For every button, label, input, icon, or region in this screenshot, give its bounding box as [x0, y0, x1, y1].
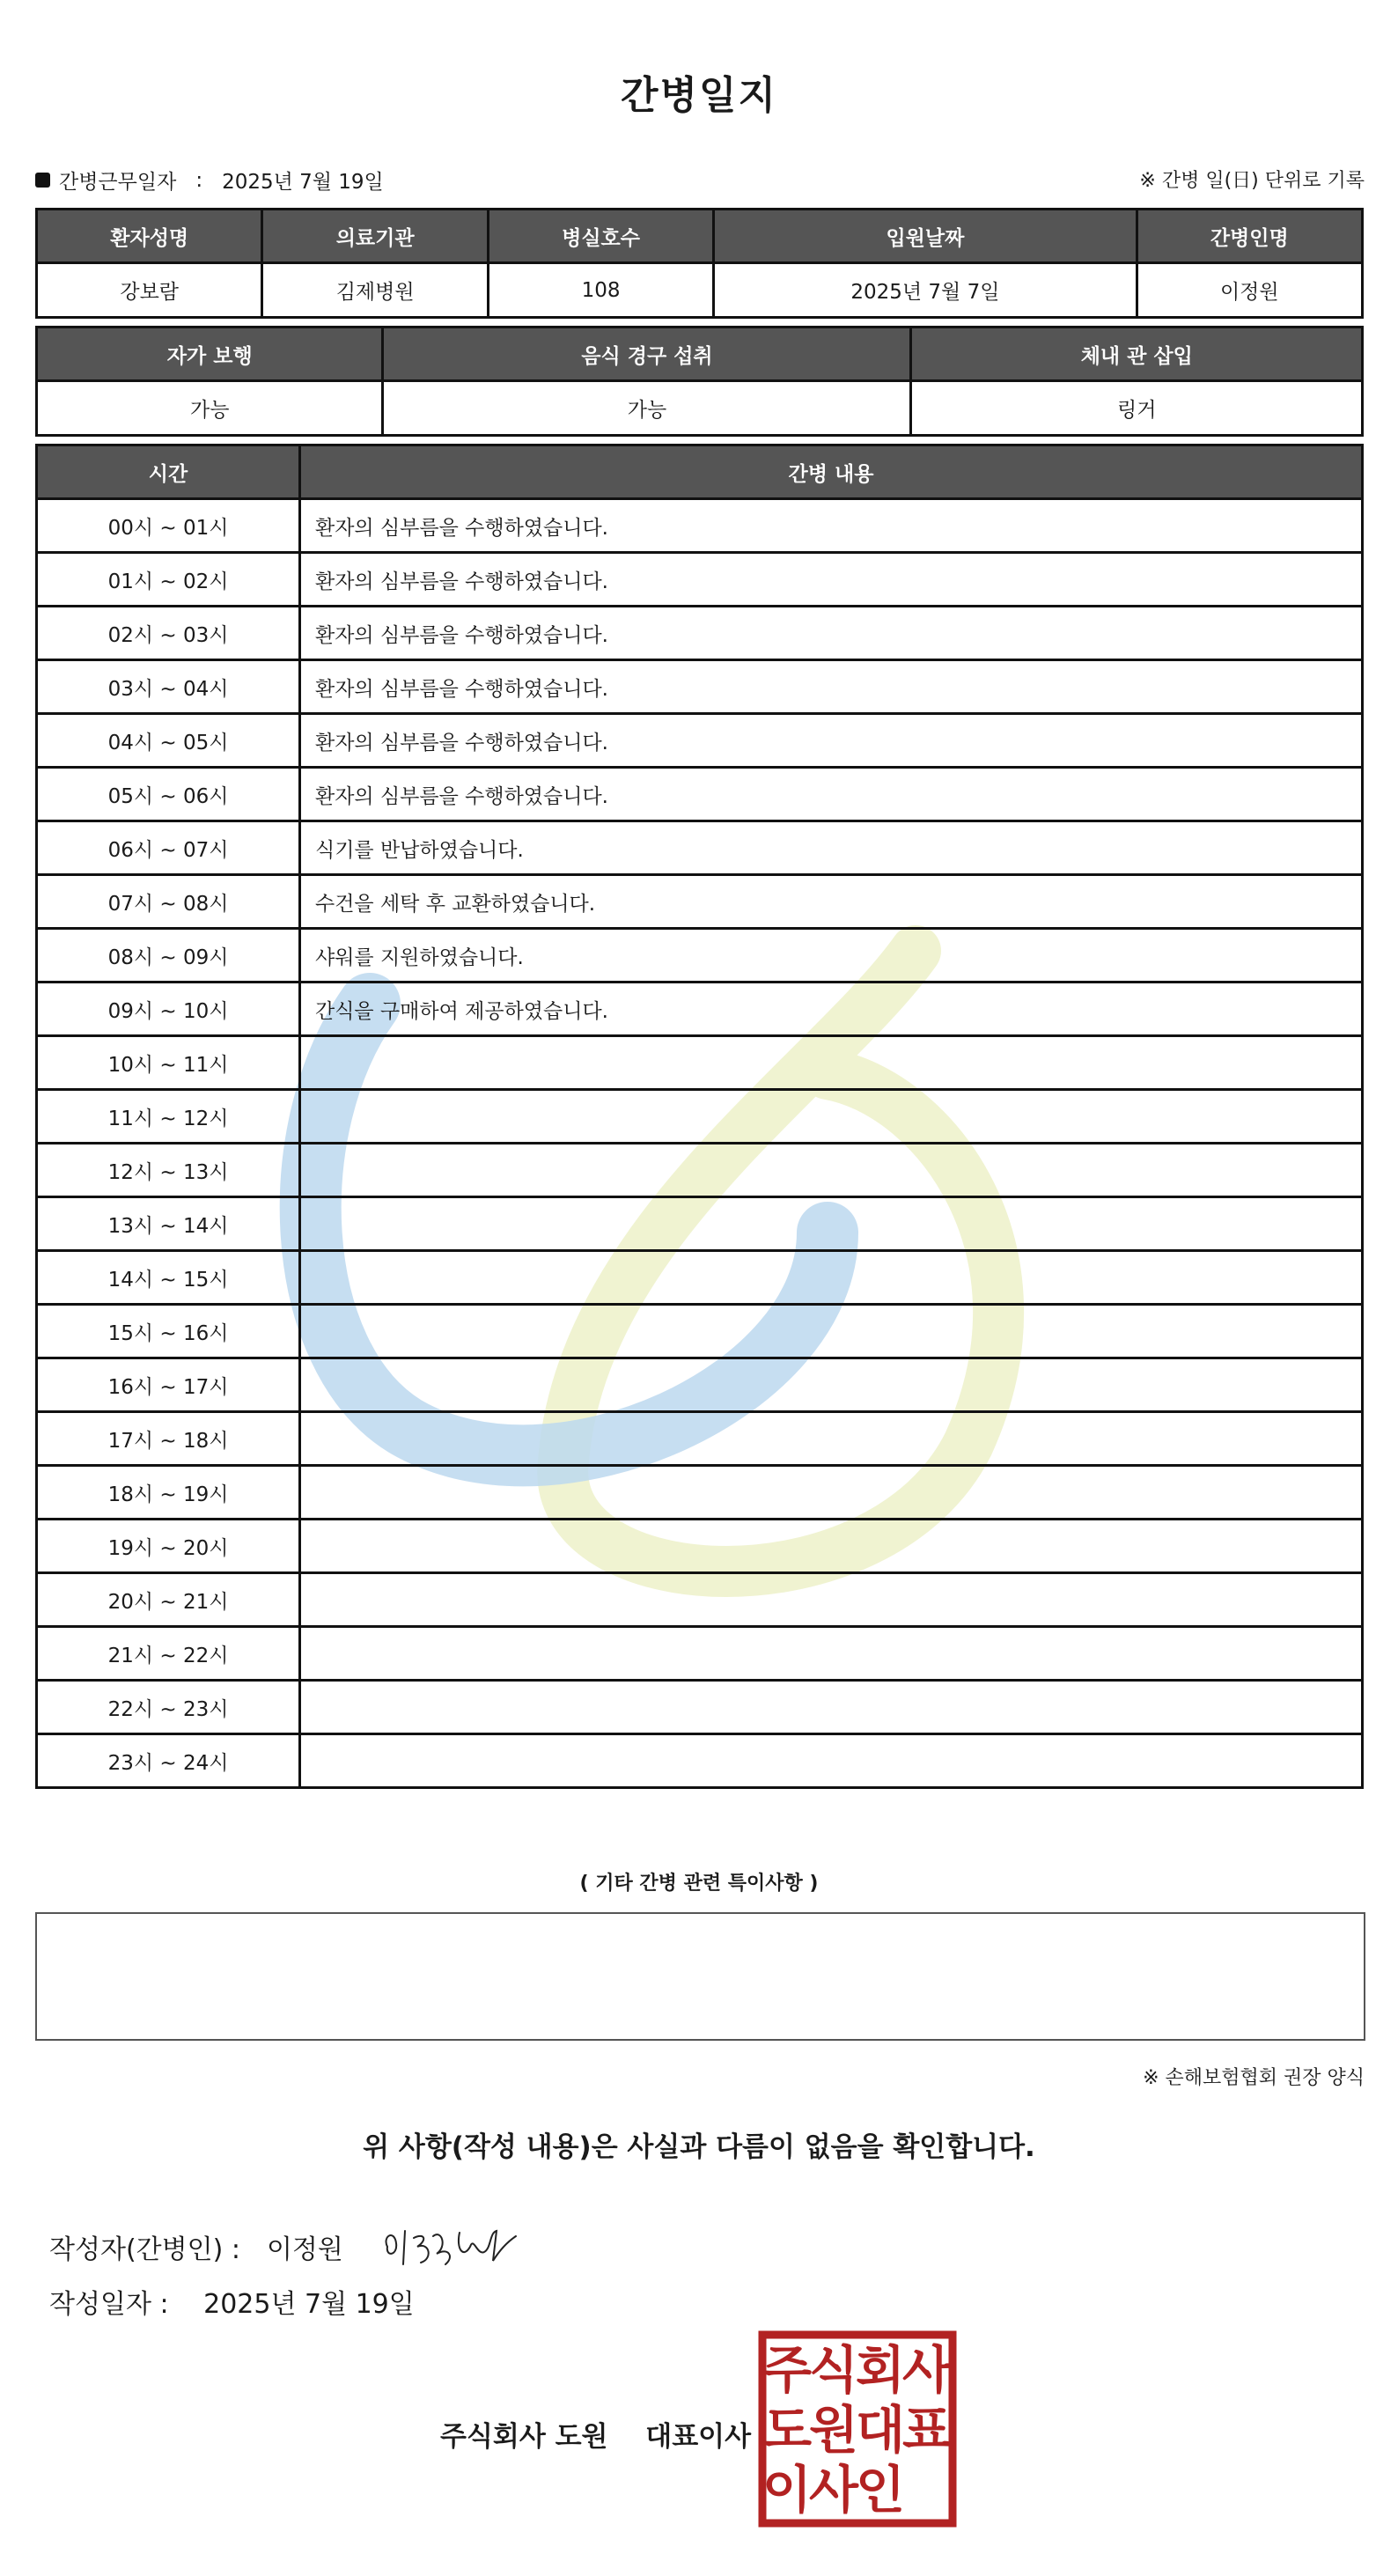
header-self-walking: 자가 보행 [37, 328, 383, 381]
header-admission-date: 입원날짜 [714, 210, 1137, 263]
log-content-cell[interactable]: 샤워를 지원하였습니다. [300, 929, 1363, 983]
oral-intake-value: 가능 [383, 381, 911, 436]
log-content-cell[interactable] [300, 1466, 1363, 1520]
log-content-cell[interactable]: 환자의 심부름을 수행하였습니다. [300, 553, 1363, 607]
insurance-form-note: ※ 손해보험협회 권장 양식 [1143, 2067, 1365, 2089]
log-row [37, 553, 1363, 607]
caregiver-name-value: 이정원 [1137, 263, 1362, 318]
log-time-cell: 01시 ~ 02시 [37, 553, 300, 607]
log-header-row [37, 445, 1363, 499]
log-content-cell[interactable] [300, 1358, 1363, 1412]
log-content-cell[interactable] [300, 1627, 1363, 1681]
log-time-cell: 14시 ~ 15시 [37, 1251, 300, 1305]
log-time-cell: 16시 ~ 17시 [37, 1358, 300, 1412]
company-seal-stamp [757, 2329, 958, 2528]
log-time-cell: 15시 ~ 16시 [37, 1305, 300, 1358]
hourly-care-log-table [35, 444, 1364, 1789]
seal-character: 회 [855, 2340, 906, 2400]
log-row [37, 1358, 1363, 1412]
log-time-cell: 03시 ~ 04시 [37, 660, 300, 714]
log-content-cell[interactable] [300, 1573, 1363, 1627]
log-row [37, 768, 1363, 821]
log-content-cell[interactable]: 식기를 반납하였습니다. [300, 821, 1363, 875]
writer-label: 작성자(간병인) : [49, 2234, 240, 2265]
header-room-number: 병실호수 [488, 210, 713, 263]
work-date-colon: : [195, 168, 203, 192]
patient-name-value: 강보람 [37, 263, 262, 318]
log-time-cell: 12시 ~ 13시 [37, 1144, 300, 1197]
confirmation-statement: 위 사항(작성 내용)은 사실과 다름이 없음을 확인합니다. [363, 2131, 1035, 2163]
special-notes-box[interactable] [35, 1912, 1365, 2041]
patient-info-value-row [37, 263, 1363, 318]
log-row [37, 607, 1363, 660]
log-row [37, 1090, 1363, 1144]
seal-character: 대 [855, 2400, 906, 2460]
log-time-cell: 04시 ~ 05시 [37, 714, 300, 768]
log-row [37, 1144, 1363, 1197]
patient-info-table [35, 208, 1364, 319]
log-content-cell[interactable] [300, 1412, 1363, 1466]
company-signoff [440, 2414, 751, 2454]
self-walking-value: 가능 [37, 381, 383, 436]
header-patient-name: 환자성명 [37, 210, 262, 263]
log-row [37, 1036, 1363, 1090]
seal-character: 인 [855, 2460, 906, 2520]
log-time-cell: 00시 ~ 01시 [37, 499, 300, 553]
log-time-cell: 05시 ~ 06시 [37, 768, 300, 821]
log-time-cell: 07시 ~ 08시 [37, 875, 300, 929]
tube-insertion-value: 링거 [911, 381, 1363, 436]
log-row [37, 1466, 1363, 1520]
log-time-cell: 13시 ~ 14시 [37, 1197, 300, 1251]
special-notes-title: ( 기타 간병 관련 특이사항 ) [579, 1873, 819, 1895]
log-time-cell: 21시 ~ 22시 [37, 1627, 300, 1681]
patient-status-header-row [37, 328, 1363, 381]
log-row [37, 875, 1363, 929]
log-row [37, 983, 1363, 1036]
log-row [37, 1573, 1363, 1627]
log-time-cell: 23시 ~ 24시 [37, 1734, 300, 1788]
log-content-cell[interactable]: 환자의 심부름을 수행하였습니다. [300, 660, 1363, 714]
written-date-line [49, 2282, 415, 2321]
ceo-title: 대표이사 [645, 2421, 752, 2453]
log-content-cell[interactable] [300, 1036, 1363, 1090]
log-row [37, 929, 1363, 983]
seal-character: 원 [808, 2400, 859, 2460]
log-time-cell: 08시 ~ 09시 [37, 929, 300, 983]
seal-character: 사 [808, 2460, 859, 2520]
log-row [37, 821, 1363, 875]
header-hospital: 의료기관 [262, 210, 488, 263]
log-time-cell: 02시 ~ 03시 [37, 607, 300, 660]
log-content-cell[interactable]: 수건을 세탁 후 교환하였습니다. [300, 875, 1363, 929]
room-number-value: 108 [488, 263, 713, 318]
log-content-cell[interactable] [300, 1305, 1363, 1358]
log-row [37, 1627, 1363, 1681]
written-date-label: 작성일자 : [49, 2289, 169, 2320]
seal-character: 식 [808, 2340, 859, 2400]
patient-status-value-row [37, 381, 1363, 436]
seal-character: 사 [901, 2340, 953, 2400]
written-date-value: 2025년 7월 19일 [203, 2289, 415, 2320]
log-row [37, 660, 1363, 714]
header-time: 시간 [37, 445, 300, 499]
log-content-cell[interactable] [300, 1520, 1363, 1573]
seal-character: 주 [762, 2340, 813, 2400]
bullet-square-icon [35, 173, 50, 188]
log-row [37, 1520, 1363, 1573]
handwritten-signature [379, 2220, 528, 2273]
page-title: 간병일지 [620, 73, 777, 118]
log-time-cell: 19시 ~ 20시 [37, 1520, 300, 1573]
log-content-cell[interactable] [300, 1197, 1363, 1251]
header-oral-intake: 음식 경구 섭취 [383, 328, 911, 381]
log-row [37, 1197, 1363, 1251]
seal-character: 도 [762, 2400, 813, 2460]
log-row [37, 1734, 1363, 1788]
log-content-cell[interactable]: 환자의 심부름을 수행하였습니다. [300, 768, 1363, 821]
writer-line [49, 2220, 528, 2273]
log-row [37, 1305, 1363, 1358]
log-content-cell[interactable] [300, 1144, 1363, 1197]
log-body [37, 499, 1363, 1788]
patient-status-table [35, 326, 1364, 437]
log-row [37, 499, 1363, 553]
log-time-cell: 06시 ~ 07시 [37, 821, 300, 875]
log-row [37, 1412, 1363, 1466]
seal-character: 표 [901, 2400, 953, 2460]
work-date-line [35, 166, 384, 195]
log-content-cell[interactable] [300, 1681, 1363, 1734]
log-content-cell[interactable] [300, 1251, 1363, 1305]
work-date-value: 2025년 7월 19일 [222, 171, 384, 194]
log-time-cell: 22시 ~ 23시 [37, 1681, 300, 1734]
header-caregiver-name: 간병인명 [1137, 210, 1362, 263]
log-time-cell: 17시 ~ 18시 [37, 1412, 300, 1466]
writer-name: 이정원 [266, 2234, 343, 2265]
work-date-label: 간병근무일자 [59, 171, 177, 194]
hospital-value: 김제병원 [262, 263, 488, 318]
log-content-cell[interactable] [300, 1090, 1363, 1144]
log-time-cell: 10시 ~ 11시 [37, 1036, 300, 1090]
daily-record-note: ※ 간병 일(日) 단위로 기록 [1139, 170, 1365, 192]
log-time-cell: 11시 ~ 12시 [37, 1090, 300, 1144]
header-care-content: 간병 내용 [300, 445, 1363, 499]
patient-info-header-row [37, 210, 1363, 263]
header-tube-insertion: 체내 관 삽입 [911, 328, 1363, 381]
log-content-cell[interactable]: 환자의 심부름을 수행하였습니다. [300, 499, 1363, 553]
log-time-cell: 20시 ~ 21시 [37, 1573, 300, 1627]
seal-character: 이 [762, 2460, 813, 2520]
company-name: 주식회사 도원 [440, 2421, 608, 2453]
log-content-cell[interactable]: 간식을 구매하여 제공하였습니다. [300, 983, 1363, 1036]
log-time-cell: 18시 ~ 19시 [37, 1466, 300, 1520]
log-content-cell[interactable]: 환자의 심부름을 수행하였습니다. [300, 714, 1363, 768]
log-content-cell[interactable] [300, 1734, 1363, 1788]
admission-date-value: 2025년 7월 7일 [714, 263, 1137, 318]
log-time-cell: 09시 ~ 10시 [37, 983, 300, 1036]
log-row [37, 1681, 1363, 1734]
log-row [37, 1251, 1363, 1305]
log-row [37, 714, 1363, 768]
log-content-cell[interactable]: 환자의 심부름을 수행하였습니다. [300, 607, 1363, 660]
